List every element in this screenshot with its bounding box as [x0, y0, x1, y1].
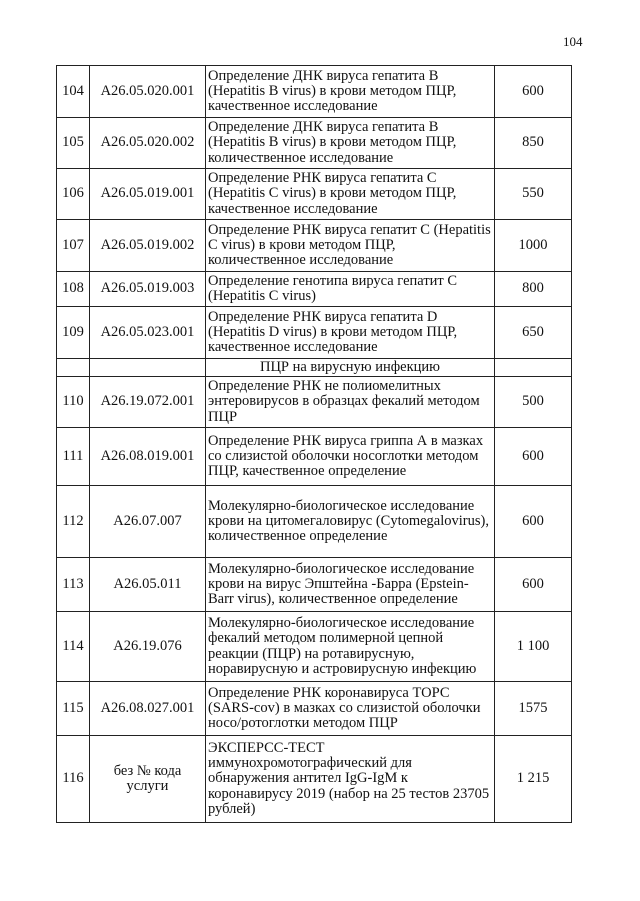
service-description: Определение РНК коронавируса ТОРС (SARS-cov) в мазках со слизистой оболочки носо/ротоглотки методом ПЦР — [206, 682, 495, 736]
service-price: 850 — [495, 118, 572, 169]
row-number: 110 — [57, 377, 90, 428]
row-number: 107 — [57, 220, 90, 272]
row-number: 116 — [57, 736, 90, 823]
service-price: 1575 — [495, 682, 572, 736]
service-price: 800 — [495, 272, 572, 307]
service-code: A26.08.027.001 — [90, 682, 206, 736]
table-row — [57, 486, 572, 558]
table-row — [57, 118, 572, 169]
service-price: 600 — [495, 486, 572, 558]
section-row — [57, 359, 572, 377]
service-description: Определение РНК вируса гепатита D (Hepatitis D virus) в крови методом ПЦР, качественное исследование — [206, 307, 495, 359]
service-code: A26.05.023.001 — [90, 307, 206, 359]
service-code: A26.08.019.001 — [90, 428, 206, 486]
row-number: 115 — [57, 682, 90, 736]
service-price: 550 — [495, 169, 572, 220]
service-price: 650 — [495, 307, 572, 359]
page-number: 104 — [563, 34, 583, 49]
empty-cell — [57, 359, 90, 377]
row-number: 114 — [57, 612, 90, 682]
service-description: Определение генотипа вируса гепатит С (Hepatitis C virus) — [206, 272, 495, 307]
service-price: 600 — [495, 428, 572, 486]
service-price: 600 — [495, 558, 572, 612]
price-table — [56, 65, 572, 823]
empty-cell — [90, 359, 206, 377]
service-description: Определение РНК не полиомелитных энтеровирусов в образцах фекалий методом ПЦР — [206, 377, 495, 428]
service-code: A26.19.076 — [90, 612, 206, 682]
table-row — [57, 736, 572, 823]
table-row — [57, 220, 572, 272]
service-price: 500 — [495, 377, 572, 428]
service-description: Определение ДНК вируса гепатита В (Hepatitis B virus) в крови методом ПЦР, качественное исследование — [206, 66, 495, 118]
service-description: Определение ДНК вируса гепатита В (Hepatitis B virus) в крови методом ПЦР, количественное исследование — [206, 118, 495, 169]
service-price: 600 — [495, 66, 572, 118]
service-description: Молекулярно-биологическое исследование крови на вирус Эпштейна -Барра (Epstein-Barr virus), количественное определение — [206, 558, 495, 612]
row-number: 104 — [57, 66, 90, 118]
service-code: A26.07.007 — [90, 486, 206, 558]
table-row — [57, 66, 572, 118]
service-code: A26.05.019.003 — [90, 272, 206, 307]
table-row — [57, 377, 572, 428]
table-row — [57, 169, 572, 220]
row-number: 109 — [57, 307, 90, 359]
service-description: Определение РНК вируса гриппа А в мазках со слизистой оболочки носоглотки методом ПЦР, качественное определение — [206, 428, 495, 486]
service-code: A26.05.019.001 — [90, 169, 206, 220]
service-code: без № кода услуги — [90, 736, 206, 823]
row-number: 108 — [57, 272, 90, 307]
row-number: 113 — [57, 558, 90, 612]
row-number: 112 — [57, 486, 90, 558]
table-row — [57, 307, 572, 359]
table-row — [57, 682, 572, 736]
section-title: ПЦР на вирусную инфекцию — [206, 359, 495, 377]
service-code: A26.05.019.002 — [90, 220, 206, 272]
service-description: Молекулярно-биологическое исследование крови на цитомегаловирус (Cytomegalovirus), количественное определение — [206, 486, 495, 558]
service-description: ЭКСПЕРСС-ТЕСТ иммунохромотографический для обнаружения антител IgG-IgM к коронавирусу 2019 (набор на 25 тестов 23705 рублей) — [206, 736, 495, 823]
service-description: Определение РНК вируса гепатита С (Hepatitis C virus) в крови методом ПЦР, качественное исследование — [206, 169, 495, 220]
row-number: 111 — [57, 428, 90, 486]
table-row — [57, 272, 572, 307]
service-description: Определение РНК вируса гепатит С (Hepatitis C virus) в крови методом ПЦР, количественное исследование — [206, 220, 495, 272]
service-code: A26.05.011 — [90, 558, 206, 612]
service-code: A26.05.020.001 — [90, 66, 206, 118]
service-price: 1 215 — [495, 736, 572, 823]
row-number: 106 — [57, 169, 90, 220]
service-code: A26.05.020.002 — [90, 118, 206, 169]
row-number: 105 — [57, 118, 90, 169]
table-row — [57, 612, 572, 682]
service-description: Молекулярно-биологическое исследование фекалий методом полимерной цепной реакции (ПЦР) на ротавирусную, норавирусную и астровирусную инфекцию — [206, 612, 495, 682]
service-price: 1000 — [495, 220, 572, 272]
service-price: 1 100 — [495, 612, 572, 682]
service-code: A26.19.072.001 — [90, 377, 206, 428]
empty-cell — [495, 359, 572, 377]
table-row — [57, 558, 572, 612]
table-row — [57, 428, 572, 486]
